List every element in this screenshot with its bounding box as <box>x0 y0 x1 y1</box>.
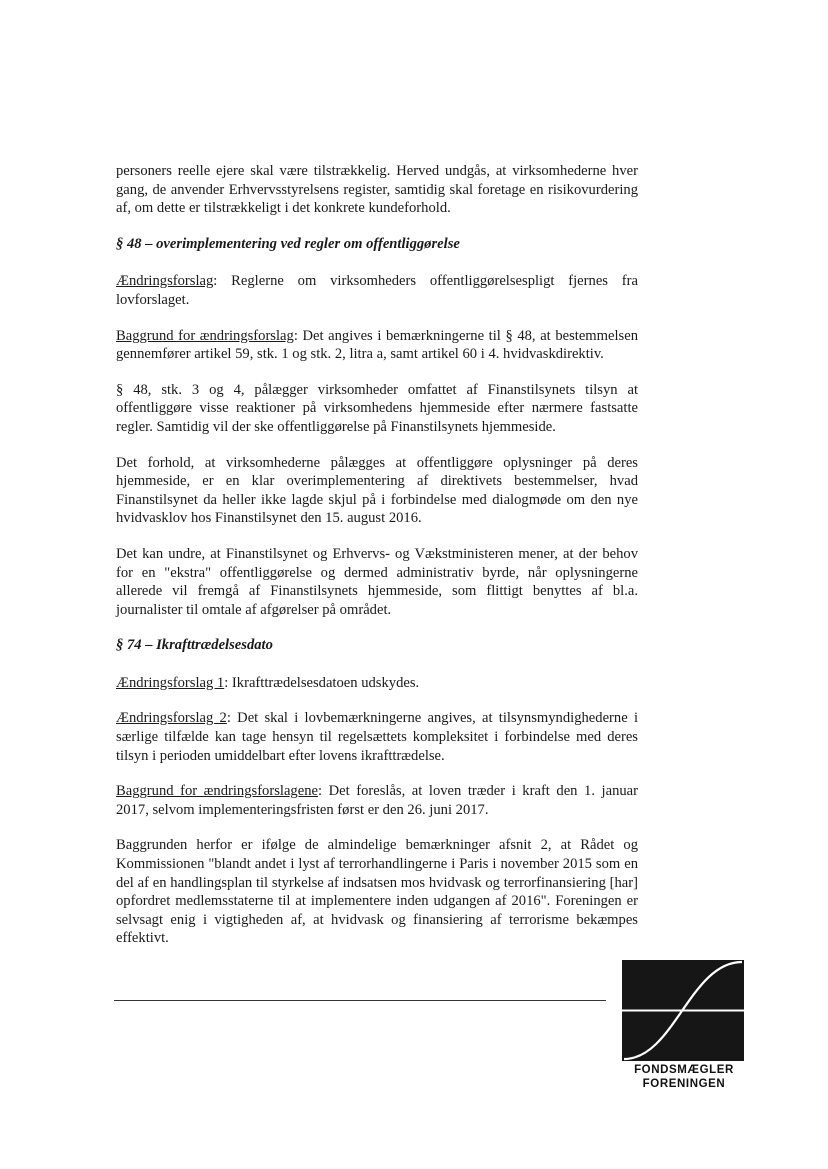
label-forslag-1: Ændringsforslag 1 <box>116 674 225 691</box>
paragraph-baggrunden: Baggrunden herfor er ifølge de almindelige bemærkninger afsnit 2, at Rådet og Kommissionen "blandt andet i lyst af terrorhandlingerne i Paris i november 2015 som en del af en handlingsplan til styrkelse af indsatsen mos hvidvask og terrorfinansiering [har] opfordret medlemsstaterne til at implementere inden udgangen af 2016". Foreningen er selvsagt enig i vigtigheden af, at hvidvask og finansiering af terrorisme bekæmpes effektivt. <box>116 837 638 947</box>
paragraph-74-forslag-1 <box>116 674 638 693</box>
logo-text-line-1: FONDSMÆGLER <box>634 1064 734 1076</box>
logo-text-line-2: FORENINGEN <box>642 1078 726 1090</box>
paragraph-forhold: Det forhold, at virksomhederne pålægges at offentliggøre oplysninger på deres hjemmeside, er en klar overimplementering af direktivets bestemmelser, hvad Finanstilsynet da heller ikke lagde skjul på i forbindelse med dialogmøde om den nye hvidvasklov hos Finanstilsynet den 15. august 2016. <box>116 454 638 527</box>
paragraph-48-stk: § 48, stk. 3 og 4, pålægger virksomheder omfattet af Finanstilsynets tilsyn at offentliggøre visse reaktioner på virksomhedens hjemmeside efter nærmere fastsatte regler. Samtidig vil der ske offentliggørelse på Finanstilsynets hjemmeside. <box>116 381 638 435</box>
text-aendringsforslag: : Reglerne om virksomheders offentliggørelsespligt fjernes fra lovforslaget. <box>116 273 638 308</box>
paragraph-74-baggrund <box>116 782 638 819</box>
paragraph-74-forslag-2 <box>116 709 638 765</box>
label-forslag-2: Ændringsforslag 2 <box>116 710 227 727</box>
paragraph-48-aendringsforslag <box>116 272 638 309</box>
heading-section-74: § 74 – Ikrafttrædelsesdato <box>116 637 273 654</box>
heading-section-48: § 48 – overimplementering ved regler om offentliggørelse <box>116 235 460 252</box>
paragraph-undre: Det kan undre, at Finanstilsynet og Erhvervs- og Vækstministeren mener, at der behov for en "ekstra" offentliggørelse og dermed administrativ byrde, når oplysningerne allerede vil fremgå af Finanstilsynets hjemmeside, som flittigt benyttes af bl.a. journalister til omtale af afgørelser på området. <box>116 545 638 618</box>
footer-divider <box>114 1000 606 1001</box>
paragraph-48-baggrund <box>116 327 638 364</box>
paragraph-intro: personers reelle ejere skal være tilstrækkelig. Herved undgås, at virksomhederne hver gang, de anvender Erhvervsstyrelsens register, samtidig skal foretage en risikovurdering af, om dette er tilstrækkeligt i det konkrete kundeforhold. <box>116 163 638 217</box>
logo-mark-icon <box>622 960 744 1061</box>
text-forslag-2: : Det skal i lovbemærkningerne angives, at tilsynsmyndighederne i særlige tilfælde kan tage hensyn til regelsættets kompleksitet i forbindelse med deres tilsyn i perioden umiddelbart efter lovens ikrafttrædelse. <box>116 710 638 764</box>
text-baggrund-forslagene: : Det foreslås, at loven træder i kraft den 1. januar 2017, selvom implementeringsfristen først er den 26. juni 2017. <box>116 783 638 818</box>
label-aendringsforslag: Ændringsforslag <box>116 273 214 290</box>
text-forslag-1: : Ikrafttrædelsesdatoen udskydes. <box>224 674 420 691</box>
label-baggrund: Baggrund for ændringsforslag <box>116 327 294 344</box>
label-baggrund-forslagene: Baggrund for ændringsforslagene <box>116 783 318 800</box>
document-body <box>116 162 638 965</box>
text-baggrund: : Det angives i bemærkningerne til § 48, at bestemmelsen gennemfører artikel 59, stk. 1 og stk. 2, litra a, samt artikel 60 i 4. hvidvaskdirektiv. <box>116 327 638 363</box>
